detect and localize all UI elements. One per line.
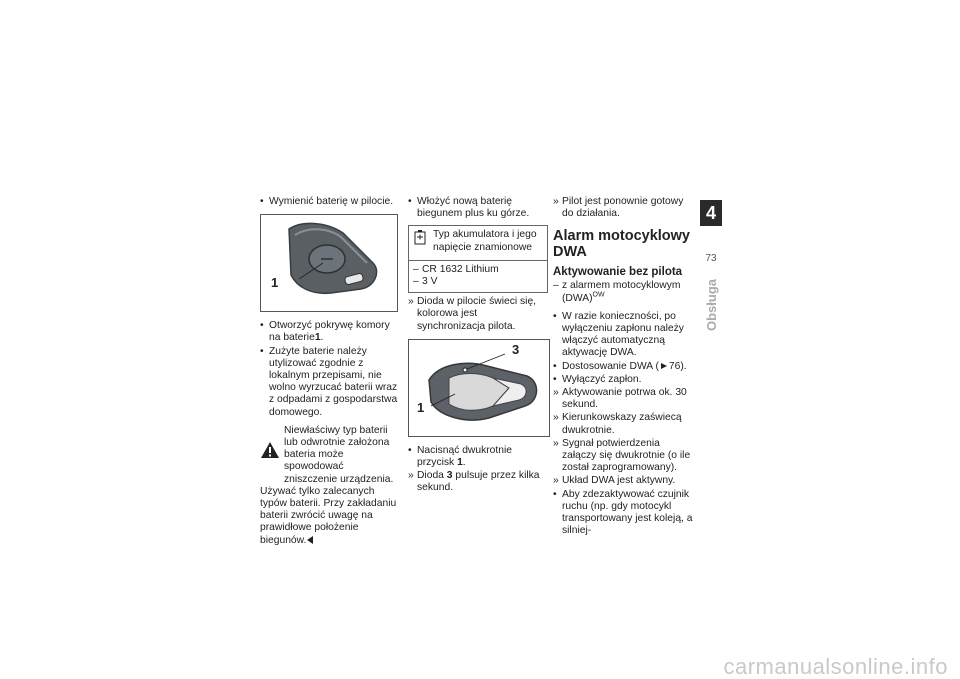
callout-1: 1 — [271, 275, 279, 291]
column-2 — [408, 196, 548, 496]
remote-open-figure — [260, 214, 398, 312]
bullet-insert-battery: • Włożyć nową baterię biegunem plus ku górze. — [408, 196, 548, 220]
result-confirmation-signal: » Sygnał potwierdzenia załączy się dwukrotnie (o ile został zaprogramowany). — [553, 438, 693, 475]
result-ready: » Pilot jest ponownie gotowy do działania. — [553, 196, 693, 220]
column-1 — [260, 196, 398, 547]
bullet-deactivate-sensor: • Aby zdezaktywować czujnik ruchu (np. gdy motocykl transportowany jest koleją, a silniej- — [553, 489, 693, 538]
result-dwa-active: » Układ DWA jest aktywny. — [553, 475, 693, 487]
section-heading: Alarm motocyklowy DWA — [553, 228, 690, 261]
info-item-voltage: – 3 V — [413, 276, 543, 288]
dash-dwa: – z alarmem motocyklowym (DWA)$^{OW}$ — [553, 280, 693, 304]
bullet-replace-battery: • Wymienić baterię w pilocie. — [260, 196, 398, 208]
remote-key-illustration — [261, 215, 397, 311]
section-label: Obsługa — [703, 278, 719, 332]
end-mark-icon — [307, 536, 313, 544]
battery-icon — [413, 229, 433, 253]
subsection-heading: Aktywowanie bez pilota — [553, 266, 683, 279]
info-item-type: – CR 1632 Lithium — [413, 264, 543, 276]
bullet-press-button: • Nacisnąć dwukrotnie przycisk 1. — [408, 445, 548, 469]
callout-1b: 1 — [417, 399, 425, 415]
warning-triangle-icon — [260, 425, 284, 486]
bullet-dispose-battery: • Zużyte baterie należy utylizować zgodnie z lokalnym przepisami, nie wolno wyrzucać baterii wraz z odpadami z gospodarstwa domowego. — [260, 346, 398, 419]
page-number: 73 — [705, 253, 717, 264]
chapter-number: 4 — [700, 200, 722, 226]
column-3 — [553, 196, 693, 538]
info-title: Typ akumulatora i jego napięcie znamionowe — [433, 229, 537, 253]
watermark: carmanualsonline.info — [723, 653, 948, 679]
warning-text: Niewłaściwy typ baterii lub odwrotnie założona bateria może spowodować zniszczenie urządzenia. — [284, 424, 394, 485]
result-led-pulse: » Dioda 3 pulsuje przez kilka sekund. — [408, 470, 548, 494]
warning-block — [260, 425, 398, 547]
bullet-auto-activation: • W razie konieczności, po wyłączeniu zapłonu należy włączyć automatyczną aktywację DWA. — [553, 311, 693, 360]
bullet-dwa-settings: • Dostosowanie DWA ( 76). — [553, 361, 693, 373]
remote-key-illustration-2 — [409, 340, 549, 436]
arrow-right-icon — [661, 363, 667, 369]
remote-buttons-figure — [408, 339, 550, 437]
bullet-open-cover: • Otworzyć pokrywę komory na baterie1. — [260, 320, 398, 344]
result-led: » Dioda w pilocie świeci się, kolorowa jest synchronizacja pilota. — [408, 296, 548, 333]
callout-3: 3 — [512, 341, 520, 357]
result-activation-time: » Aktywowanie potrwa ok. 30 sekund. — [553, 387, 693, 411]
battery-info-box — [408, 225, 548, 293]
bullet-ignition-off: • Wyłączyć zapłon. — [553, 374, 693, 386]
result-indicators: » Kierunkowskazy zaświecą dwukrotnie. — [553, 412, 693, 436]
warning-text-2: Używać tylko zalecanych typów baterii. Przy zakładaniu baterii zwrócić uwagę na prawidłowe położenie biegunów. — [260, 485, 397, 546]
